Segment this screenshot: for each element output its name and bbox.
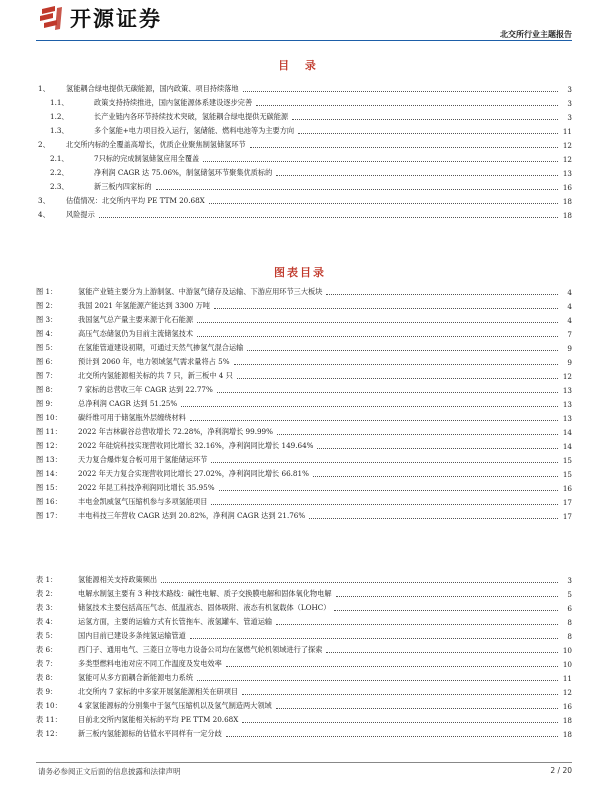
figure-entry-number: 图 11：	[36, 427, 62, 436]
dot-leader	[217, 392, 558, 393]
dot-leader	[309, 518, 558, 519]
page-number: 2 / 20	[550, 766, 572, 775]
figure-entry-number: 图 2：	[36, 301, 58, 310]
table-entry-number: 表 2：	[36, 589, 58, 598]
logo-mark-icon	[38, 5, 64, 31]
table-entry[interactable]	[36, 657, 572, 671]
figure-entry[interactable]	[36, 509, 572, 523]
toc-entry-number: 2、	[38, 140, 50, 149]
toc-entry-text: 净利润 CAGR 达 75.06%，制氢储氢环节聚集优质标的	[94, 168, 273, 177]
table-entry-page: 10	[562, 659, 572, 669]
toc-entry[interactable]	[36, 194, 572, 208]
header-divider	[36, 40, 572, 41]
toc-entry-page: 3	[567, 84, 572, 94]
dot-leader	[197, 322, 558, 323]
toc-entry[interactable]	[36, 180, 572, 194]
figure-entry-page: 14	[562, 427, 572, 437]
figure-entry-text: 在氢能管道建设初期，可通过天然气掺氢气混合运输	[78, 343, 244, 352]
figure-entry-text: 碳纤维可用于储氢瓶外层缠绕材料	[78, 413, 186, 422]
dot-leader	[276, 175, 558, 176]
table-entry[interactable]	[36, 643, 572, 657]
dot-leader	[276, 708, 558, 709]
toc-entry-text: 氢能耦合绿电提供无碳能源，国内政策、项目持续落地	[66, 84, 239, 93]
dot-leader	[190, 638, 558, 639]
table-entry-text: 氢能源相关支持政策频出	[78, 575, 158, 584]
toc-entry-number: 2.3、	[50, 182, 69, 191]
figure-entry-number: 图 9：	[36, 399, 58, 408]
figure-entry-page: 4	[567, 287, 572, 297]
dot-leader	[234, 364, 558, 365]
figure-entry-text: 2022 年天力复合实现营收同比增长 27.02%，净利润同比增长 66.81%	[78, 469, 309, 478]
dot-leader	[247, 350, 558, 351]
dot-leader	[334, 610, 558, 611]
table-entry[interactable]	[36, 601, 572, 615]
dot-leader	[237, 378, 558, 379]
figure-entry[interactable]	[36, 439, 572, 453]
toc-entry-number: 4、	[38, 210, 50, 219]
table-entry-text: 氢能可从多方面耦合新能源电力系统	[78, 673, 194, 682]
table-entry[interactable]	[36, 615, 572, 629]
dot-leader	[250, 147, 558, 148]
figure-entry-text: 总净利润 CAGR 达到 51.25%	[78, 399, 178, 408]
figure-entry-text: 丰电金凯威氢气压缩机参与多项氢能项目	[78, 497, 208, 506]
table-entry[interactable]	[36, 727, 572, 741]
table-list	[36, 573, 572, 741]
toc-entry-page: 12	[562, 154, 572, 164]
table-entry-number: 表 5：	[36, 631, 58, 640]
figure-entry[interactable]	[36, 383, 572, 397]
table-entry[interactable]	[36, 587, 572, 601]
table-entry-page: 18	[562, 715, 572, 725]
figure-entry-text: 7 家标的总营收三年 CAGR 达到 22.77%	[78, 385, 213, 394]
figure-entry-number: 图 4：	[36, 329, 58, 338]
figure-entry-number: 图 13：	[36, 455, 62, 464]
dot-leader	[214, 308, 558, 309]
footer-disclaimer: 请务必参阅正文后面的信息披露和法律声明	[38, 767, 181, 776]
dot-leader	[242, 722, 558, 723]
table-entry-number: 表 9：	[36, 687, 58, 696]
figure-entry-number: 图 8：	[36, 385, 58, 394]
table-entry[interactable]	[36, 573, 572, 587]
figure-entry-page: 17	[562, 497, 572, 507]
dot-leader	[298, 133, 558, 134]
dot-leader	[190, 420, 558, 421]
toc-entry-number: 2.1、	[50, 154, 69, 163]
dot-leader	[197, 336, 558, 337]
table-entry-text: 电解水制氢主要有 3 种技术路线：碱性电解、质子交换膜电解和固体氧化物电解	[78, 589, 332, 598]
figure-entry-text: 天力复合爆炸复合板可用于氢能储运环节	[78, 455, 208, 464]
figure-entry-number: 图 5：	[36, 343, 58, 352]
table-entry[interactable]	[36, 629, 572, 643]
table-entry-text: 北交所内 7 家标的中多家开展氢能源相关在研项目	[78, 687, 239, 696]
toc-entry-text: 多个氢能+电力项目投入运行，氢储能、燃料电池等为主要方向	[94, 126, 295, 135]
table-entry-page: 12	[562, 687, 572, 697]
figure-entry[interactable]	[36, 495, 572, 509]
figure-list	[36, 285, 572, 523]
table-entry-page: 5	[567, 589, 572, 599]
dot-leader	[243, 91, 558, 92]
toc-entry-text: 北交所内标的全覆盖高增长，优质企业聚焦制氢储氢环节	[66, 140, 246, 149]
figure-entry-page: 15	[562, 469, 572, 479]
toc-entry-page: 18	[562, 196, 572, 206]
dot-leader	[326, 652, 558, 653]
figure-entry-page: 7	[567, 329, 572, 339]
toc-entry-text: 估值情况：北交所内平均 PE TTM 20.68X	[66, 196, 205, 205]
dot-leader	[226, 666, 558, 667]
figure-entry[interactable]	[36, 425, 572, 439]
dot-leader	[209, 203, 558, 204]
toc-title: 目 录	[278, 59, 322, 72]
figure-entry-text: 北交所内氢能源相关标的共 7 只，新三板中 4 只	[78, 371, 233, 380]
figure-entry-page: 9	[567, 357, 572, 367]
figure-entry-text: 2022 年昆工科技净利润同比增长 35.95%	[78, 483, 215, 492]
dot-leader	[242, 694, 558, 695]
toc-entry-page: 18	[562, 210, 572, 220]
toc-entry-number: 3、	[38, 196, 50, 205]
table-entry-text: 目前北交所内氢能相关标的平均 PE TTM 20.68X	[78, 715, 239, 724]
figure-entry[interactable]	[36, 327, 572, 341]
table-entry-page: 11	[562, 673, 572, 683]
table-entry-page: 8	[567, 617, 572, 627]
dot-leader	[211, 462, 558, 463]
dot-leader	[156, 189, 558, 190]
figure-entry-number: 图 1：	[36, 287, 58, 296]
figure-entry-page: 17	[562, 511, 572, 521]
table-entry-page: 3	[567, 575, 572, 585]
footer-divider	[36, 762, 572, 763]
company-logo	[38, 4, 162, 32]
toc-entry[interactable]	[36, 110, 572, 124]
table-entry-text: 国内目前已建设多条纯氢运输管道	[78, 631, 186, 640]
figure-entry-number: 图 10：	[36, 413, 62, 422]
figure-entry-number: 图 14：	[36, 469, 62, 478]
toc-entry-page: 13	[562, 168, 572, 178]
toc-entry-text: 长产业链内各环节持续技术突破，氢能耦合绿电提供无碳能源	[94, 112, 289, 121]
toc-entry-page: 3	[567, 112, 572, 122]
dot-leader	[336, 596, 558, 597]
figure-entry-page: 13	[562, 413, 572, 423]
dot-leader	[276, 624, 558, 625]
toc-entry-number: 2.2、	[50, 168, 69, 177]
toc-entry-text: 新三板内四家标的	[94, 182, 152, 191]
table-entry-number: 表 3：	[36, 603, 58, 612]
figure-entry[interactable]	[36, 341, 572, 355]
dot-leader	[256, 105, 558, 106]
toc-entry-page: 3	[567, 98, 572, 108]
figure-entry-number: 图 17：	[36, 511, 62, 520]
toc-entry-number: 1.3、	[50, 126, 69, 135]
dot-leader	[99, 217, 558, 218]
figure-entry-page: 13	[562, 399, 572, 409]
figure-entry[interactable]	[36, 481, 572, 495]
toc-entry[interactable]	[36, 82, 572, 96]
dot-leader	[161, 582, 558, 583]
toc-entry-page: 16	[562, 182, 572, 192]
toc-entry-text: 政策支持持续推进，国内氢能源体系建设逐步完善	[94, 98, 253, 107]
table-entry-number: 表 10：	[36, 701, 62, 710]
toc-entry[interactable]	[36, 138, 572, 152]
figure-entry-number: 图 12：	[36, 441, 62, 450]
table-entry-text: 新三板内氢能源标的估值水平同样有一定分歧	[78, 729, 222, 738]
figure-entry[interactable]	[36, 397, 572, 411]
figure-entry[interactable]	[36, 285, 572, 299]
dot-leader	[226, 736, 558, 737]
table-entry[interactable]	[36, 671, 572, 685]
table-entry[interactable]	[36, 699, 572, 713]
toc-entry[interactable]	[36, 208, 572, 222]
table-entry-text: 4 家氢能源标的分别集中于氢气压缩机以及氢气制造两大领域	[78, 701, 272, 710]
figure-entry-text: 我国 2021 年氢能源产能达到 3300 万吨	[78, 301, 210, 310]
table-entry-page: 18	[562, 729, 572, 739]
toc-entry[interactable]	[36, 124, 572, 138]
table-entry-page: 16	[562, 701, 572, 711]
figure-entry-number: 图 15：	[36, 483, 62, 492]
toc-entry[interactable]	[36, 166, 572, 180]
figure-entry-page: 14	[562, 441, 572, 451]
dot-leader	[313, 476, 558, 477]
figure-entry-page: 4	[567, 301, 572, 311]
dot-leader	[181, 406, 558, 407]
figure-entry-page: 15	[562, 455, 572, 465]
toc-entry-number: 1、	[38, 84, 50, 93]
dot-leader	[277, 434, 558, 435]
page-header	[0, 0, 600, 40]
toc-entry-page: 12	[562, 140, 572, 150]
toc-entry-number: 1.1、	[50, 98, 69, 107]
figure-entry-number: 图 16：	[36, 497, 62, 506]
figure-entry-page: 13	[562, 385, 572, 395]
table-entry[interactable]	[36, 685, 572, 699]
figure-entry-page: 4	[567, 315, 572, 325]
table-entry-number: 表 4：	[36, 617, 58, 626]
dot-leader	[317, 448, 558, 449]
figure-entry-text: 高压气态储氢仍为目前主流储氢技术	[78, 329, 194, 338]
table-entry-number: 表 8：	[36, 673, 58, 682]
table-entry-text: 多类型燃料电池对应不同工作温度及发电效率	[78, 659, 222, 668]
table-entry-page: 10	[562, 645, 572, 655]
toc-entry[interactable]	[36, 96, 572, 110]
table-entry-number: 表 1：	[36, 575, 58, 584]
toc-entry-text: 7只标的完成制氢储氢应用全覆盖	[94, 154, 200, 163]
dot-leader	[211, 504, 558, 505]
figure-entry-text: 2022 年吉林碳谷总营收增长 72.28%，净利润增长 99.99%	[78, 427, 273, 436]
toc-entry[interactable]	[36, 152, 572, 166]
table-entry-number: 表 12：	[36, 729, 62, 738]
table-entry-text: 储氢技术主要包括高压气态、低温液态、固体吸附、液态有机氢载体（LOHC）	[78, 603, 331, 612]
figure-entry-number: 图 3：	[36, 315, 58, 324]
table-entry[interactable]	[36, 713, 572, 727]
logo-text: 开源证券	[70, 7, 162, 31]
table-entry-number: 表 11：	[36, 715, 62, 724]
figure-entry-number: 图 6：	[36, 357, 58, 366]
report-type-label: 北交所行业主题报告	[500, 30, 572, 39]
figure-entry-number: 图 7：	[36, 371, 58, 380]
table-entry-page: 8	[567, 631, 572, 641]
figure-entry-page: 16	[562, 483, 572, 493]
figure-entry[interactable]	[36, 411, 572, 425]
figure-entry[interactable]	[36, 453, 572, 467]
figure-entry-text: 2022 年硅烷科技实现营收同比增长 32.16%，净利润同比增长 149.64%	[78, 441, 314, 450]
toc-entry-page: 11	[562, 126, 572, 136]
table-entry-number: 表 7：	[36, 659, 58, 668]
dot-leader	[203, 161, 558, 162]
figure-index-title: 图表目录	[274, 266, 326, 279]
figure-entry[interactable]	[36, 369, 572, 383]
dot-leader	[292, 119, 558, 120]
figure-entry-page: 12	[562, 371, 572, 381]
dot-leader	[197, 680, 558, 681]
figure-entry[interactable]	[36, 467, 572, 481]
toc-entry-number: 1.2、	[50, 112, 69, 121]
figure-entry-text: 预计到 2060 年，电力领域氢气需求量将占 5%	[78, 357, 230, 366]
table-entry-text: 西门子、通用电气、三菱日立等电力设备公司均在氢燃气轮机领域进行了探索	[78, 645, 323, 654]
figure-entry[interactable]	[36, 299, 572, 313]
figure-entry-text: 我国氢气总产量主要来源于化石能源	[78, 315, 194, 324]
toc-entry-text: 风险提示	[66, 210, 95, 219]
table-entry-text: 运氢方面，主要的运输方式有长管拖车、液氢罐车、管道运输	[78, 617, 273, 626]
figure-entry[interactable]	[36, 355, 572, 369]
toc-list	[36, 82, 572, 222]
dot-leader	[219, 490, 558, 491]
table-entry-number: 表 6：	[36, 645, 58, 654]
figure-entry-text: 氢能产业链主要分为上游制氢、中游氢气储存及运输、下游应用环节三大板块	[78, 287, 323, 296]
figure-entry[interactable]	[36, 313, 572, 327]
table-entry-page: 6	[567, 603, 572, 613]
dot-leader	[326, 294, 558, 295]
figure-entry-page: 9	[567, 343, 572, 353]
figure-entry-text: 丰电科技三年营收 CAGR 达到 20.82%，净利润 CAGR 达到 21.76%	[78, 511, 306, 520]
